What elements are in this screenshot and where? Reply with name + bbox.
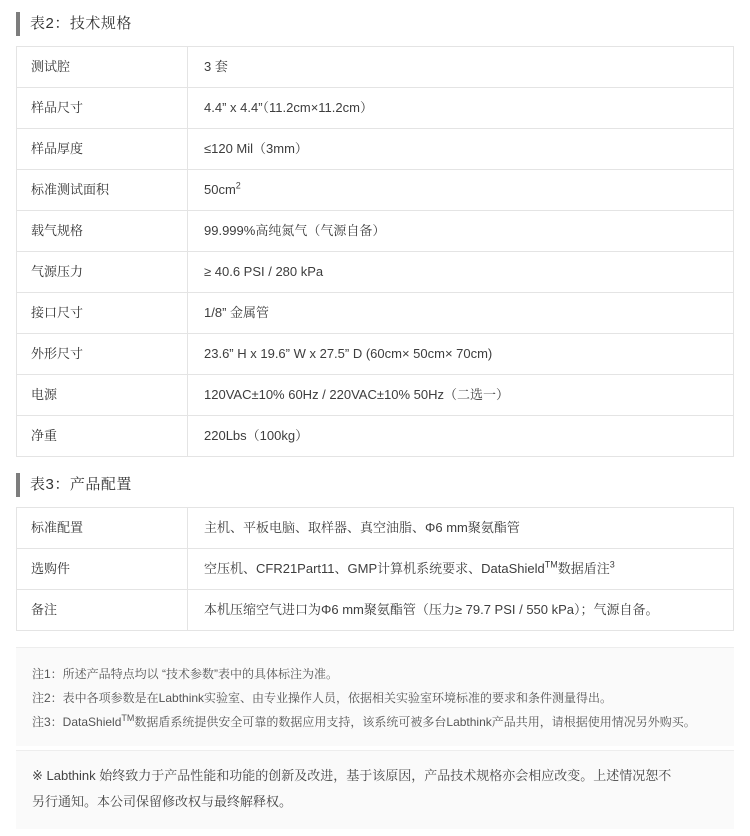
spec-value: 220Lbs（100kg）	[188, 416, 734, 457]
notes-block	[16, 647, 734, 746]
note-1: 注1：所述产品特点均以 “技术参数”表中的具体标注为准。	[32, 667, 339, 681]
spec-value: ≤120 Mil（3mm）	[188, 129, 734, 170]
note-3-text-b: 数据盾系统提供安全可靠的数据应用支持，该系统可被多台Labthink产品共用，请根据使用情况另外购买。	[134, 715, 696, 729]
spec-label: 气源压力	[31, 264, 84, 279]
config-value: 本机压缩空气进口为Φ6 mm聚氨酯管（压力≥ 79.7 PSI / 550 kPa）；气源自备。	[188, 590, 734, 631]
config-label: 标准配置	[31, 520, 84, 535]
spec-value: 1/8” 金属管	[188, 293, 734, 334]
spec-label: 标准测试面积	[31, 182, 110, 197]
table-row	[17, 88, 733, 129]
spec-value-superscript: 2	[235, 180, 241, 191]
spec-label: 外形尺寸	[31, 346, 84, 361]
spec-label: 净重	[31, 428, 58, 443]
product-configuration-table	[17, 507, 733, 631]
disclaimer-line-1: ※ Labthink 始终致力于产品性能和功能的创新及改进，基于该原因，产品技术规格亦会相应改变。上述情况恕不	[32, 768, 672, 783]
spec-value: 99.999%高纯氮气（气源自备）	[188, 211, 734, 252]
table3-wrapper	[16, 507, 734, 631]
spec-value-text: 50cm	[204, 182, 236, 197]
spec-value: 23.6” H x 19.6” W x 27.5” D (60cm× 50cm× 70cm)	[188, 334, 734, 375]
table-row	[17, 129, 733, 170]
config-label: 选购件	[31, 561, 71, 576]
table-row	[17, 549, 733, 590]
table2-wrapper	[16, 46, 734, 457]
spec-value: 4.4” x 4.4”（11.2cm×11.2cm）	[188, 88, 734, 129]
table-row	[17, 508, 733, 549]
table-row	[17, 416, 733, 457]
trademark-superscript: TM	[121, 713, 135, 723]
table-row	[17, 47, 733, 88]
spec-label: 样品尺寸	[31, 100, 84, 115]
table-row	[17, 170, 733, 211]
table-row	[17, 334, 733, 375]
spec-value: ≥ 40.6 PSI / 280 kPa	[188, 252, 734, 293]
table-row	[17, 590, 733, 631]
document-page	[0, 12, 750, 836]
table2-title: 表2：技术规格	[16, 12, 734, 36]
spec-value: 3 套	[188, 47, 734, 88]
config-label: 备注	[31, 602, 58, 617]
table-row	[17, 211, 733, 252]
disclaimer-block	[16, 750, 734, 829]
table3-title: 表3：产品配置	[16, 473, 734, 497]
spec-label: 电源	[31, 387, 58, 402]
config-value	[188, 549, 734, 590]
note-3	[32, 710, 718, 734]
trademark-superscript: TM	[544, 559, 558, 570]
spec-label: 接口尺寸	[31, 305, 84, 320]
table-row	[17, 252, 733, 293]
technical-specs-table	[17, 46, 733, 457]
spec-value: 120VAC±10% 60Hz / 220VAC±10% 50Hz（二选一）	[188, 375, 734, 416]
config-value-text-2: 数据盾注	[557, 561, 610, 576]
config-value: 主机、平板电脑、取样器、真空油脂、Φ6 mm聚氨酯管	[188, 508, 734, 549]
config-value-text: 空压机、CFR21Part11、GMP计算机系统要求、DataShield	[204, 561, 545, 576]
table-row	[17, 375, 733, 416]
disclaimer-line-2: 另行通知。本公司保留修改权与最终解释权。	[32, 794, 293, 809]
spec-value	[188, 170, 734, 211]
spec-label: 载气规格	[31, 223, 84, 238]
note-ref-superscript: 3	[609, 559, 615, 570]
spec-label: 样品厚度	[31, 141, 84, 156]
note-3-text-a: 注3：DataShield	[32, 715, 122, 729]
note-2: 注2：表中各项参数是在Labthink实验室、由专业操作人员，依据相关实验室环境标准的要求和条件测量得出。	[32, 691, 613, 705]
table-row	[17, 293, 733, 334]
spec-label: 测试腔	[31, 59, 71, 74]
